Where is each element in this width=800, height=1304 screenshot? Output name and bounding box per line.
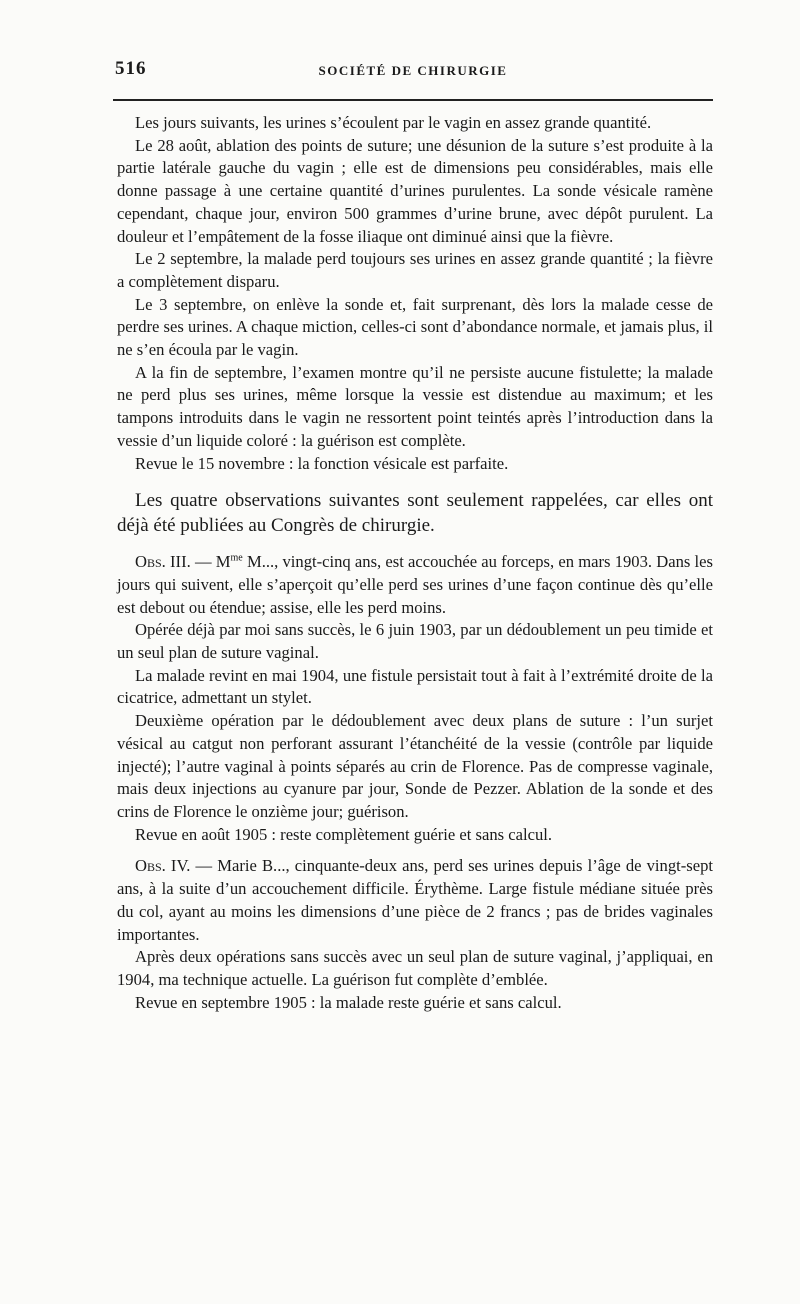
paragraph: Revue en septembre 1905 : la malade reste guérie et sans calcul. — [135, 992, 562, 1012]
running-header — [113, 58, 713, 88]
page-number: 516 — [115, 58, 147, 79]
header-rule — [113, 99, 713, 101]
paragraph: Revue en août 1905 : reste complètement guérie et sans calcul. — [135, 824, 552, 844]
observation-label: Obs. III. — [135, 552, 191, 572]
paragraph: La malade revint en mai 1904, une fistule persistait tout à fait à l’extrémité droite de la cicatrice, admettant un stylet. — [117, 665, 713, 708]
observation-text: M..., vingt-cinq ans, est accouchée au forceps, en mars 1903. Dans les jours qui suivent, elle s’aperçoit qu’elle perd ses urines d’une façon continue dès qu’elle est debout ou étendue; assise, elle les perd moins. — [117, 552, 713, 617]
paragraph: Le 3 septembre, on enlève la sonde et, fait surprenant, dès lors la malade cesse de perdre ses urines. A chaque miction, celles-ci sont d’abondance normale, et jamais plus, il ne s’en écoula par le vagin. — [117, 294, 713, 360]
section-intro: Les quatre observations suivantes sont seulement rappelées, car elles ont déjà été publiées au Congrès de chirurgie. — [117, 490, 713, 537]
paragraph: Deuxième opération par le dédoublement avec deux plans de suture : l’un surjet vésical au catgut non perforant assurant l’étanchéité de la vessie (contrôle par liquide injecté); l’autre vaginal à points séparés au crin de Florence. Pas de compresse vaginale, mais deux injections au cyanure par jour, Sonde de Pezzer. Ablation de la sonde et des crins de Florence le onzième jour; guérison. — [117, 711, 713, 821]
superscript: me — [230, 552, 243, 564]
running-title: SOCIÉTÉ DE CHIRURGIE — [318, 63, 508, 78]
observation-3 — [117, 551, 713, 619]
observation-label: Obs. IV. — [135, 856, 191, 876]
paragraph: A la fin de septembre, l’examen montre qu’il ne persiste aucune fistulette; la malade ne perd plus ses urines, même lorsque la vessie est distendue au maximum; et les tampons introduits dans le vagin ne ressortent point teintés après l’introduction dans la vessie d’un liquide coloré : la guérison est complète. — [117, 362, 713, 450]
paragraph: Opérée déjà par moi sans succès, le 6 juin 1903, par un dédoublement un peu timide et un seul plan de suture vaginal. — [117, 620, 713, 663]
observation-text: — M — [190, 552, 231, 572]
paragraph: Les jours suivants, les urines s’écoulent par le vagin en assez grande quantité. — [135, 113, 652, 132]
paragraph: Le 28 août, ablation des points de suture; une désunion de la suture s’est produite à la partie latérale gauche du vagin ; elle est de dimensions peu considérables, mais elle donne passage à une certaine quantité d’urines purulentes. La sonde vésicale ramène cependant, chaque jour, environ 500 grammes d’urine brune, avec dépôt purulent. La douleur et l’empâtement de la fosse iliaque ont diminué ainsi que la fièvre. — [117, 135, 713, 246]
paragraph: Revue le 15 novembre : la fonction vésicale est parfaite. — [135, 453, 509, 473]
paragraph: Après deux opérations sans succès avec un seul plan de suture vaginal, j’appliquai, en 1904, ma technique actuelle. La guérison fut complète d’emblée. — [117, 947, 713, 989]
body-text — [117, 112, 713, 1014]
observation-4 — [117, 855, 713, 946]
observation-text: — Marie B..., cinquante-deux ans, perd ses urines depuis l’âge de vingt-sept ans, à la suite d’un accouchement difficile. Érythème. Large fistule médiane située près du col, ayant au moins les dimensions d’une pièce de 2 francs ; pas de brides vaginales importantes. — [117, 856, 713, 944]
paragraph: Le 2 septembre, la malade perd toujours ses urines en assez grande quantité ; la fièvre a complètement disparu. — [117, 249, 713, 291]
